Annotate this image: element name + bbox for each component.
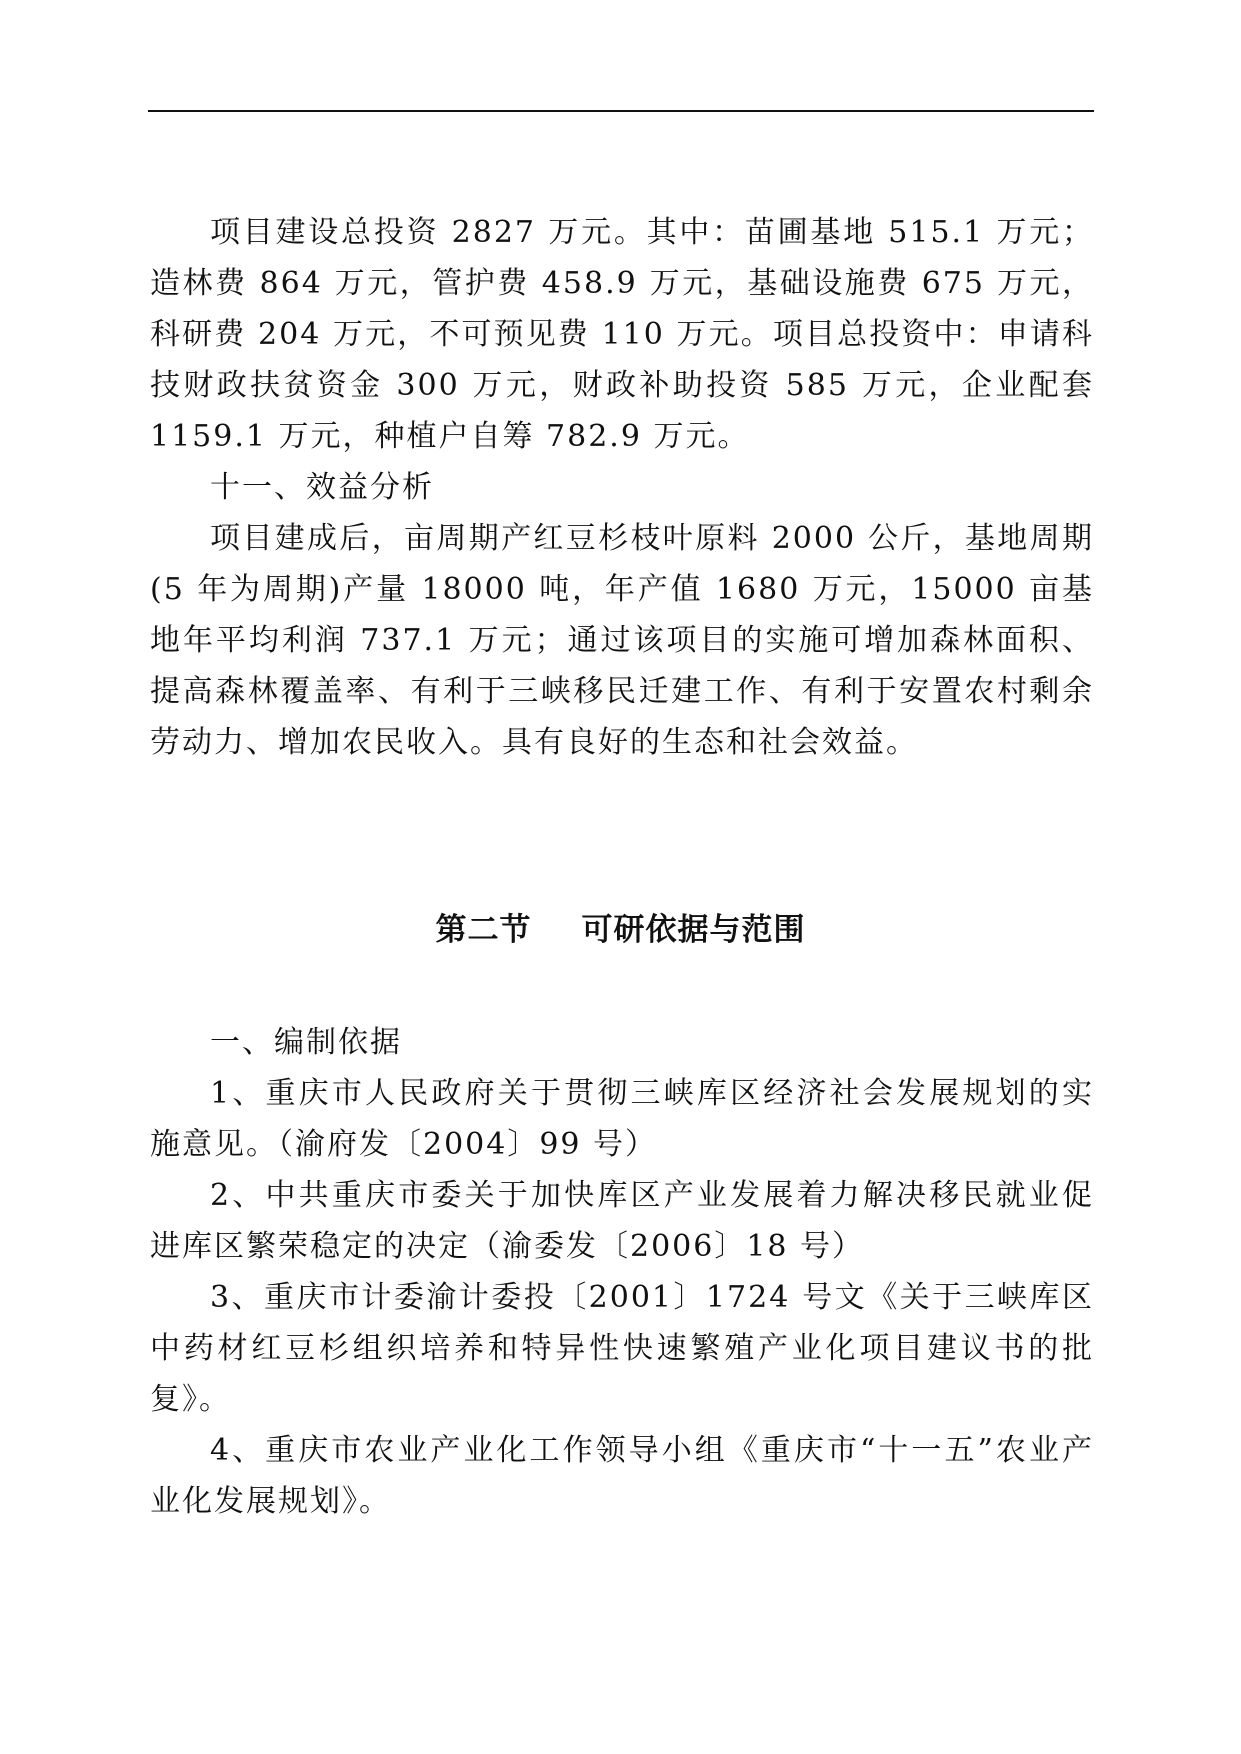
section-number: 第二节 — [435, 912, 532, 948]
basis-heading: 一、编制依据 — [210, 1025, 402, 1060]
basis-item: 4、重庆市农业产业化工作领导小组《重庆市“十一五”农业产业化发展规划》。 — [150, 1433, 1094, 1519]
basis-item: 1、重庆市人民政府关于贯彻三峡库区经济社会发展规划的实施意见。（渝府发〔2004〕99 号） — [150, 1076, 1094, 1162]
section-title — [0, 904, 1241, 949]
basis-text-block — [150, 1017, 1094, 1527]
basis-item: 2、中共重庆市委关于加快库区产业发展着力解决移民就业促进库区繁荣稳定的决定（渝委发〔2006〕18 号） — [150, 1178, 1094, 1264]
basis-item: 3、重庆市计委渝计委投〔2001〕1724 号文《关于三峡库区中药材红豆杉组织培养和特异性快速繁殖产业化项目建议书的批复》。 — [150, 1280, 1094, 1417]
upper-text-block — [150, 207, 1094, 768]
benefit-heading: 十一、效益分析 — [210, 470, 434, 505]
benefit-paragraph: 项目建成后，亩周期产红豆杉枝叶原料 2000 公斤，基地周期(5 年为周期)产量 18000 吨，年产值 1680 万元，15000 亩基地年平均利润 737.1 万元；通过该项目的实施可增加森林面积、提高森林覆盖率、有利于三峡移民迁建工作、有利于安置农村剩余劳动力、增加农民收入。具有良好的生态和社会效益。 — [150, 521, 1094, 760]
investment-paragraph: 项目建设总投资 2827 万元。其中：苗圃基地 515.1 万元；造林费 864 万元，管护费 458.9 万元，基础设施费 675 万元，科研费 204 万元，不可预见费 110 万元。项目总投资中：申请科技财政扶贫资金 300 万元，财政补助投资 585 万元，企业配套 1159.1 万元，种植户自筹 782.9 万元。 — [150, 215, 1094, 454]
header-rule — [148, 110, 1094, 112]
section-name: 可研依据与范围 — [581, 912, 806, 948]
